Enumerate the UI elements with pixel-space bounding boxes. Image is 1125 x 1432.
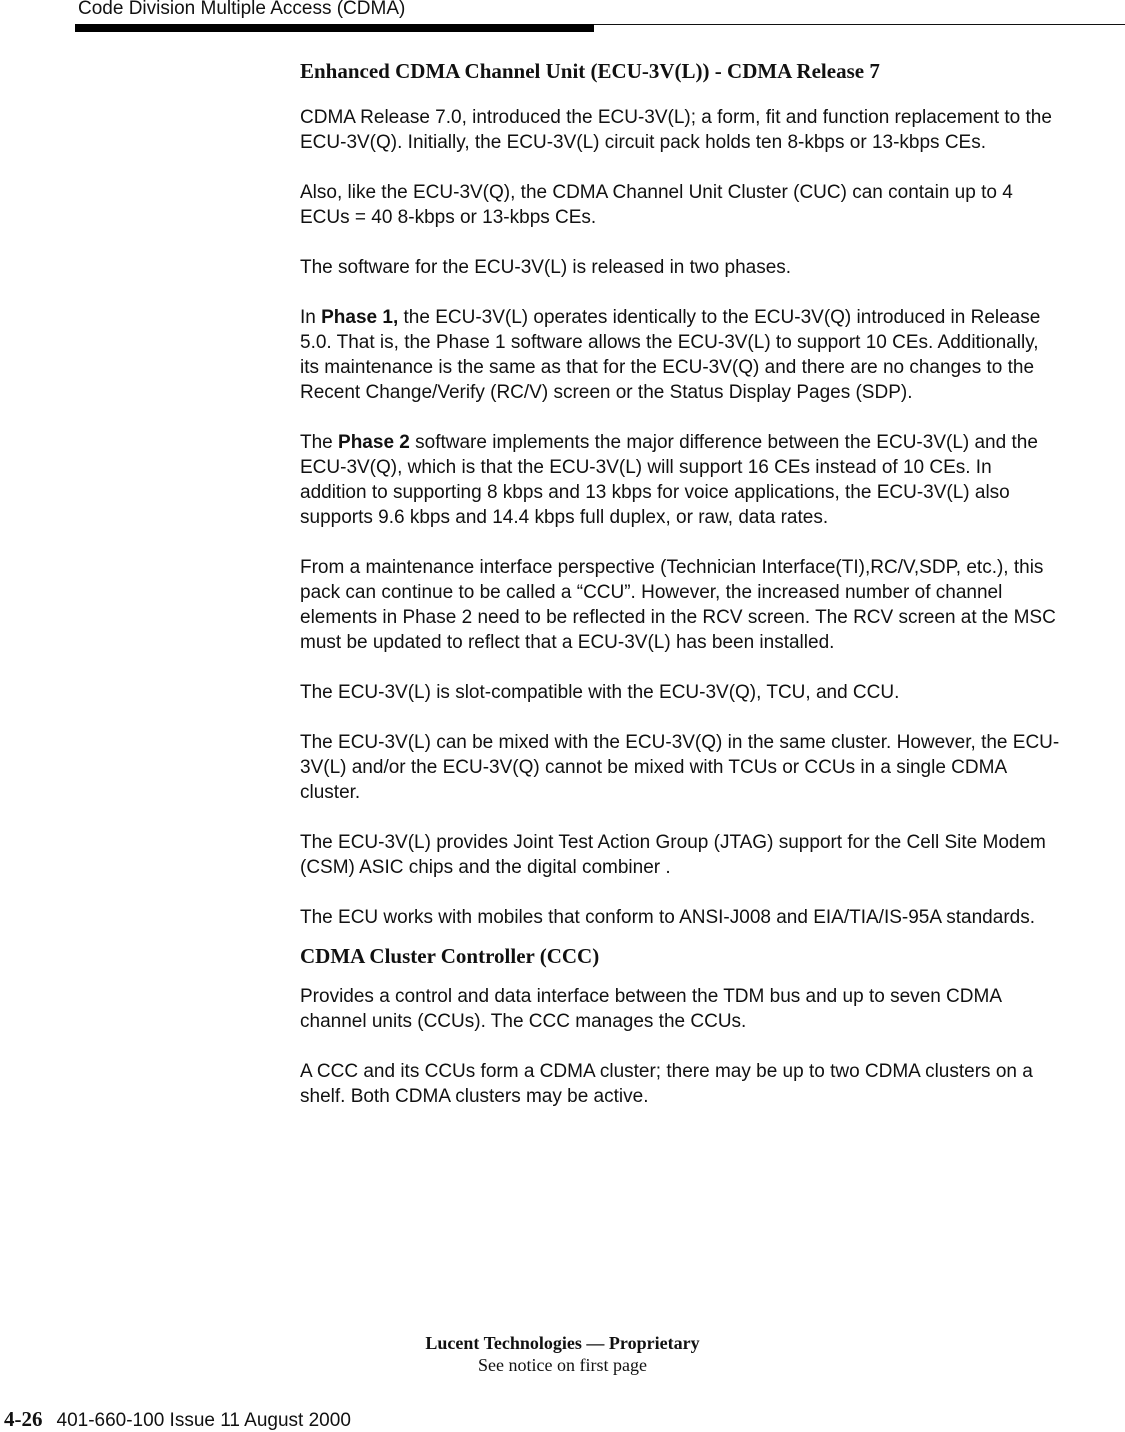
paragraph: A CCC and its CCUs form a CDMA cluster; there may be up to two CDMA clusters on a shelf. Both CDMA clusters may be active. <box>300 1061 1033 1107</box>
text-span: The <box>300 432 339 453</box>
footer-notice: See notice on first page <box>478 1355 647 1375</box>
phase-1-label: Phase 1, <box>321 307 399 328</box>
page-body <box>300 57 1060 1134</box>
page-number: 4-26 <box>4 1407 43 1431</box>
text-span: the ECU-3V(L) operates identically to the ECU-3V(Q) introduced in Release 5.0. That is, the Phase 1 software allows the ECU-3V(L) to support 10 CEs. Additionally, its maintenance is the same as that for the ECU-3V(Q) and there are no changes to the Recent Change/Verify (RC/V) screen or the Status Display Pages (SDP). <box>300 307 1041 403</box>
header-rule-bold <box>75 24 594 32</box>
paragraph-phase-1 <box>300 305 1060 405</box>
text-span: In <box>300 307 322 328</box>
paragraph: From a maintenance interface perspective (Technician Interface(TI),RC/V,SDP, etc.), this pack can continue to be called a “CCU”. However, the increased number of channel elements in Phase 2 need to be reflected in the RCV screen. The RCV screen at the MSC must be updated to reflect that a ECU-3V(L) has been installed. <box>300 557 1056 653</box>
paragraph: The ECU-3V(L) can be mixed with the ECU-3V(Q) in the same cluster. However, the ECU-3V(L) and/or the ECU-3V(Q) cannot be mixed with TCUs or CCUs in a single CDMA cluster. <box>300 732 1060 803</box>
paragraph: The software for the ECU-3V(L) is released in two phases. <box>300 257 792 278</box>
page-info <box>4 1407 351 1432</box>
paragraph: Provides a control and data interface between the TDM bus and up to seven CDMA channel units (CCUs). The CCC manages the CCUs. <box>300 986 1001 1032</box>
section-heading-ccc: CDMA Cluster Controller (CCC) <box>300 944 600 968</box>
paragraph: The ECU works with mobiles that conform to ANSI-J008 and EIA/TIA/IS-95A standards. <box>300 907 1035 928</box>
document-info: 401-660-100 Issue 11 August 2000 <box>56 1410 351 1431</box>
paragraph-phase-2 <box>300 430 1060 530</box>
phase-2-label: Phase 2 <box>338 432 410 453</box>
text-span: software implements the major difference between the ECU-3V(L) and the ECU-3V(Q), which is that the ECU-3V(L) will support 16 CEs instead of 10 CEs. In addition to supporting 8 kbps and 13 kbps for voice applications, the ECU-3V(L) also supports 9.6 kbps and 14.4 kbps full duplex, or raw, data rates. <box>300 432 1038 528</box>
page-footer <box>0 1332 1125 1376</box>
section-heading-ecu: Enhanced CDMA Channel Unit (ECU-3V(L)) - CDMA Release 7 <box>300 59 880 83</box>
paragraph: The ECU-3V(L) provides Joint Test Action Group (JTAG) support for the Cell Site Modem (CSM) ASIC chips and the digital combiner . <box>300 832 1046 878</box>
paragraph: CDMA Release 7.0, introduced the ECU-3V(L); a form, fit and function replacement to the ECU-3V(Q). Initially, the ECU-3V(L) circuit pack holds ten 8-kbps or 13-kbps CEs. <box>300 107 1052 153</box>
footer-company: Lucent Technologies — Proprietary <box>425 1333 700 1353</box>
paragraph: The ECU-3V(L) is slot-compatible with the ECU-3V(Q), TCU, and CCU. <box>300 682 900 703</box>
running-header-title: Code Division Multiple Access (CDMA) <box>78 0 406 19</box>
paragraph: Also, like the ECU-3V(Q), the CDMA Channel Unit Cluster (CUC) can contain up to 4 ECUs = 40 8-kbps or 13-kbps CEs. <box>300 182 1013 228</box>
